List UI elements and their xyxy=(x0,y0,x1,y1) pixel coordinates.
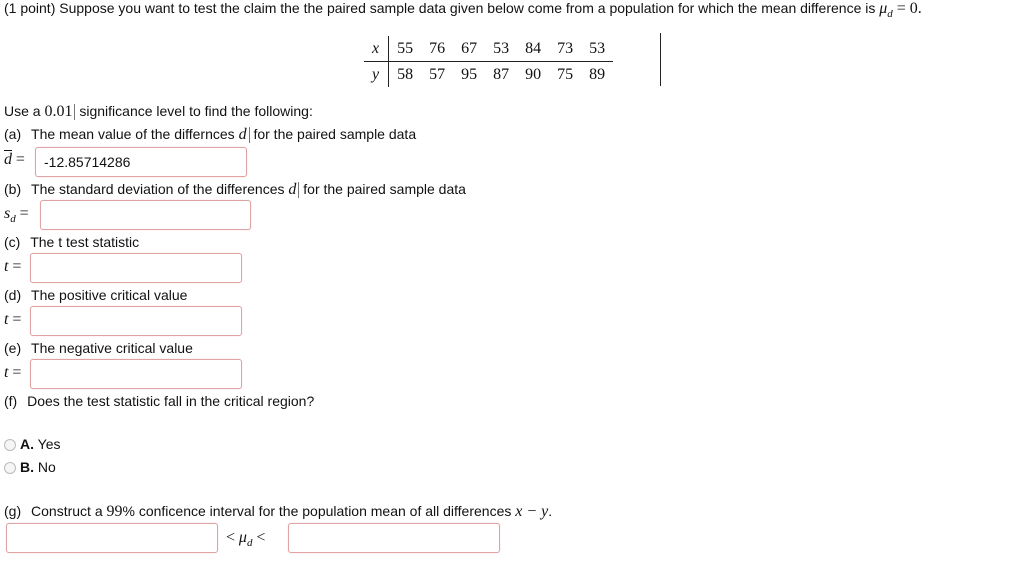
option-a-radio[interactable] xyxy=(4,439,16,451)
table-cell: 57 xyxy=(429,65,446,83)
equals-sign: = xyxy=(19,205,29,222)
part-a-answer-row xyxy=(4,151,25,169)
part-g-text-prefix: Construct a xyxy=(31,503,103,519)
equals-sign: = xyxy=(12,258,22,275)
part-g-prompt xyxy=(4,503,552,521)
table-row-x xyxy=(364,36,613,62)
equals-sign: = xyxy=(12,364,22,381)
option-b[interactable] xyxy=(20,459,56,475)
part-d-prompt xyxy=(4,287,187,303)
part-a-prompt xyxy=(4,126,416,144)
part-e-prompt xyxy=(4,340,193,356)
part-d-text: The positive critical value xyxy=(31,287,188,303)
part-a-text: The mean value of the differnces xyxy=(31,126,235,142)
ci-inequality xyxy=(226,529,265,549)
part-b-label: (b) xyxy=(4,181,22,197)
equals-sign: = xyxy=(15,151,25,168)
option-a-text: Yes xyxy=(37,436,61,452)
table-right-border xyxy=(660,33,661,86)
ci-upper-input[interactable] xyxy=(288,523,500,553)
intro-text: (1 point) Suppose you want to test the claim the the paired sample data given below come from a population for which the mean difference is xyxy=(4,0,876,16)
option-b-letter: B. xyxy=(20,459,34,475)
std-dev-input[interactable] xyxy=(40,200,251,230)
t-symbol: t xyxy=(4,311,9,328)
less-than-sign: < xyxy=(226,529,236,546)
table-row-y xyxy=(364,62,613,88)
part-f-prompt xyxy=(4,393,314,409)
part-g-label: (g) xyxy=(4,503,22,519)
option-b-text: No xyxy=(37,459,56,475)
expression-end: . xyxy=(548,503,553,519)
s-subscript: d xyxy=(10,212,16,225)
part-a-var: d xyxy=(238,126,247,143)
part-c-label: (c) xyxy=(4,234,21,250)
option-a-letter: A. xyxy=(20,436,34,452)
positive-critical-input[interactable] xyxy=(30,306,242,336)
confidence-percent: 99 xyxy=(106,503,123,520)
part-b-prompt xyxy=(4,181,466,199)
equals-sign: = xyxy=(12,311,22,328)
part-c-prompt xyxy=(4,234,139,250)
part-g-text-middle: % conficence interval for the population mean of all differences xyxy=(122,503,512,519)
t-symbol: t xyxy=(4,364,9,381)
ci-lower-input[interactable] xyxy=(6,523,218,553)
part-e-label: (e) xyxy=(4,340,22,356)
table-cell: 76 xyxy=(421,36,453,62)
part-b-text: The standard deviation of the differences xyxy=(31,181,285,197)
part-c-text: The t test statistic xyxy=(30,234,140,250)
table-cell: 55 xyxy=(389,36,422,62)
paired-data-table xyxy=(364,36,613,87)
mu-subscript: d xyxy=(246,536,253,549)
row-label-x: x xyxy=(364,36,389,62)
question-intro xyxy=(4,0,922,20)
table-cell: 87 xyxy=(493,65,510,83)
significance-prefix: Use a xyxy=(4,103,41,119)
table-cell: 53 xyxy=(581,36,613,62)
option-b-radio[interactable] xyxy=(4,462,16,474)
part-b-answer-row xyxy=(4,205,29,225)
table-cell: 84 xyxy=(517,36,549,62)
table-cell: 67 xyxy=(453,36,485,62)
part-e-answer-row xyxy=(4,364,21,382)
significance-value: 0.01 xyxy=(44,103,73,120)
table-cell: 89 xyxy=(589,65,606,83)
t-statistic-input[interactable] xyxy=(30,253,242,283)
text-caret xyxy=(298,182,299,198)
part-b-var: d xyxy=(288,181,297,198)
less-than-sign: < xyxy=(256,529,266,546)
option-a[interactable] xyxy=(20,436,60,452)
part-d-answer-row xyxy=(4,311,21,329)
mu-symbol: μ xyxy=(879,0,888,17)
negative-critical-input[interactable] xyxy=(30,359,242,389)
table-cell: 90 xyxy=(525,65,542,83)
difference-expression: x − y xyxy=(515,503,549,520)
table-cell: 58 xyxy=(397,65,414,83)
t-symbol: t xyxy=(4,258,9,275)
part-a-label: (a) xyxy=(4,126,22,142)
part-f-text: Does the test statistic fall in the critical region? xyxy=(27,393,315,409)
part-c-answer-row xyxy=(4,258,21,276)
text-caret xyxy=(74,104,75,120)
table-cell: 75 xyxy=(557,65,574,83)
part-f-label: (f) xyxy=(4,393,18,409)
part-b-text-suffix: for the paired sample data xyxy=(303,181,466,197)
significance-line xyxy=(4,103,313,121)
row-label-y: y xyxy=(364,62,389,88)
mu-symbol: μ xyxy=(238,529,247,546)
table-cell: 95 xyxy=(461,65,478,83)
table-cell: 73 xyxy=(549,36,581,62)
s-symbol: s xyxy=(4,205,11,222)
part-d-label: (d) xyxy=(4,287,22,303)
text-caret xyxy=(249,127,250,143)
intro-equals-zero: = 0. xyxy=(892,0,922,17)
part-a-text-suffix: for the paired sample data xyxy=(253,126,417,142)
part-e-text: The negative critical value xyxy=(31,340,193,356)
d-bar-symbol: $\overline{d}$ xyxy=(4,151,12,168)
mu-subscript: d xyxy=(887,7,893,20)
mean-difference-input[interactable] xyxy=(35,147,247,177)
significance-suffix: significance level to find the following: xyxy=(79,103,313,119)
table-cell: 53 xyxy=(485,36,517,62)
